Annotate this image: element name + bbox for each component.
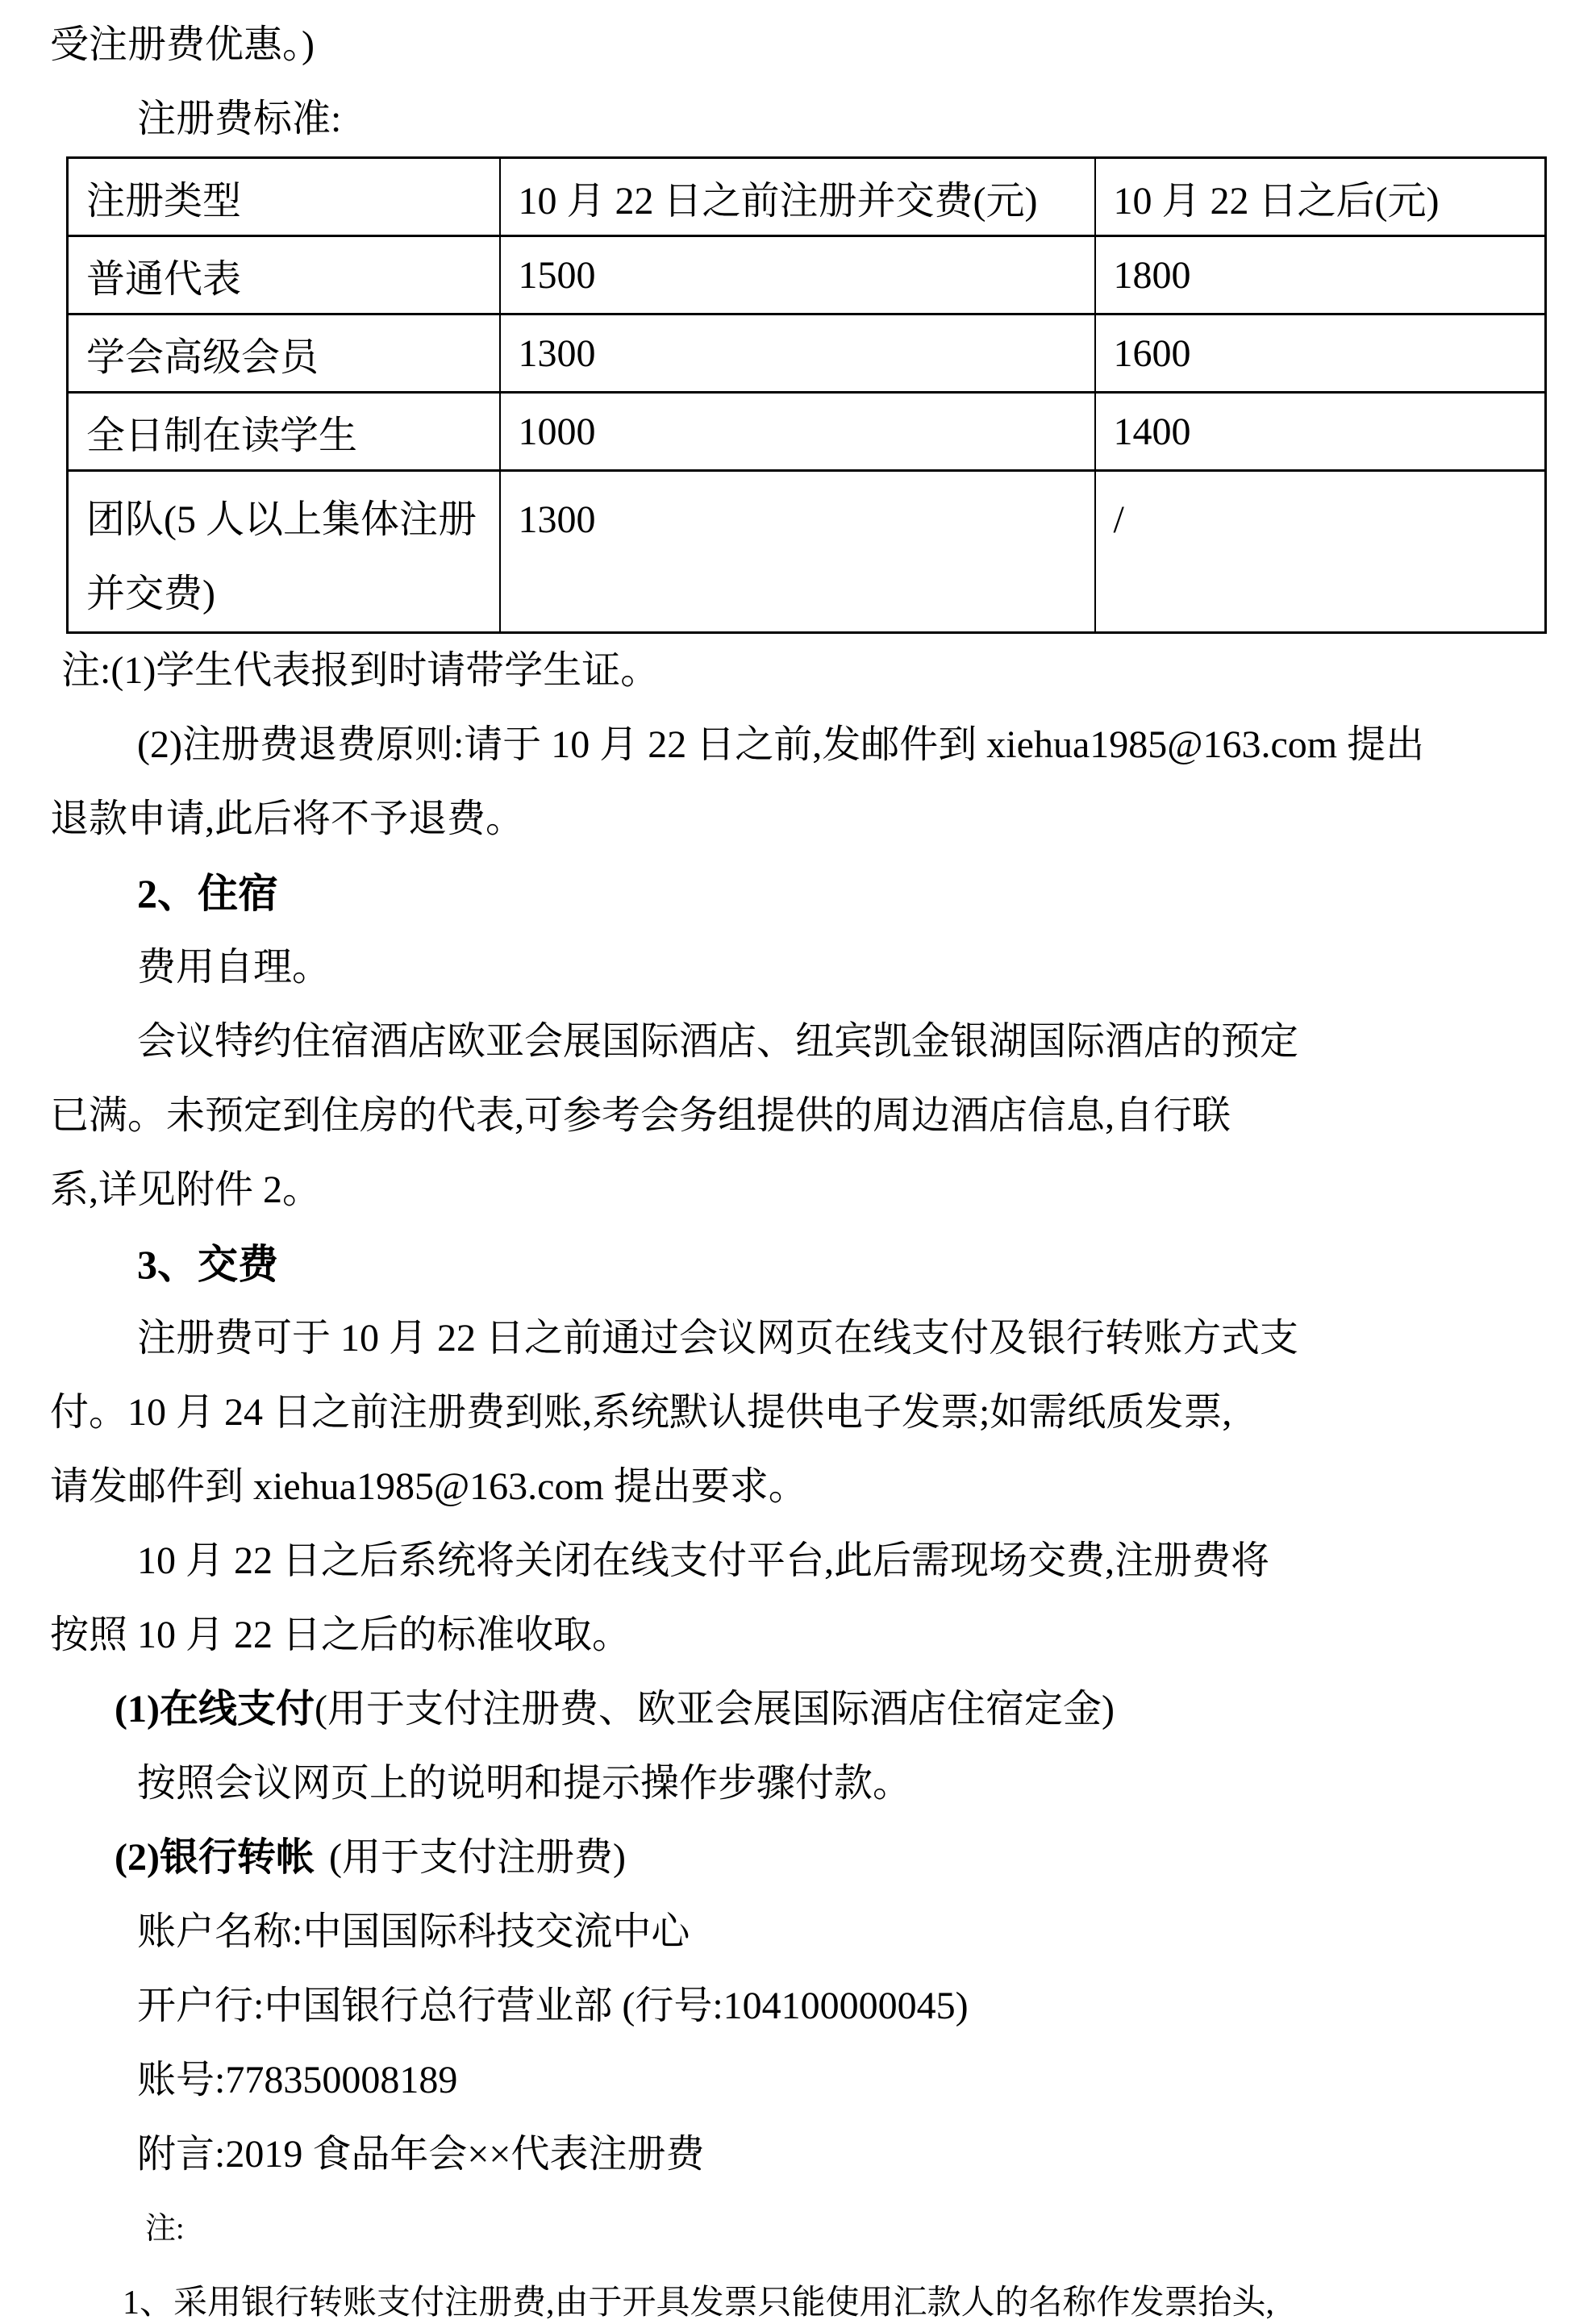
bank-transfer-heading	[50, 1821, 1544, 1895]
note-refund-line2: 退款申请,此后将不予退费。	[50, 798, 525, 840]
accommodation-hotels-line1: 会议特约住宿酒店欧亚会展国际酒店、纽宾凯金银湖国际酒店的预定	[137, 1020, 1299, 1063]
account-name: 账户名称:中国国际科技交流中心	[137, 1910, 690, 1953]
table-row	[68, 236, 1546, 314]
table-row	[68, 393, 1546, 471]
note-student-id: 注:(1)学生代表报到时请带学生证。	[61, 649, 660, 692]
account-number: 账号:778350008189	[137, 2059, 458, 2101]
cell-type: 团队(5 人以上集体注册并交费)	[68, 471, 500, 633]
header-cell-after-date: 10 月 22 日之后(元)	[1095, 158, 1546, 236]
bank-transfer-desc: (用于支付注册费)	[328, 1836, 626, 1879]
accommodation-hotels-line3: 系,详见附件 2。	[50, 1168, 322, 1211]
online-payment-instruction: 按照会议网页上的说明和提示操作步骤付款。	[137, 1762, 912, 1805]
accommodation-self-pay: 费用自理。	[137, 946, 331, 989]
cell-fee-before: 1500	[500, 236, 1095, 314]
cell-fee-after: 1400	[1095, 393, 1546, 471]
payment-heading: 3、交费	[137, 1242, 278, 1287]
bank-transfer-label: (2)银行转帐	[115, 1836, 315, 1879]
transfer-remark: 附言:2019 食品年会××代表注册费	[137, 2133, 705, 2176]
cell-fee-after: 1600	[1095, 314, 1546, 393]
header-cell-before-date: 10 月 22 日之前注册并交费(元)	[500, 158, 1095, 236]
note-refund-line1: (2)注册费退费原则:请于 10 月 22 日之前,发邮件到 xiehua1985@163.com 提出	[137, 723, 1425, 766]
table-row	[68, 314, 1546, 393]
accommodation-heading: 2、住宿	[137, 871, 278, 916]
payment-para2-line2: 按照 10 月 22 日之后的标准收取。	[50, 1614, 631, 1656]
bank-branch: 开户行:中国银行总行营业部 (行号:104100000045)	[137, 1985, 969, 2027]
payment-para2-line1: 10 月 22 日之后系统将关闭在线支付平台,此后需现场交费,注册费将	[137, 1539, 1270, 1582]
fee-table-header-row	[68, 158, 1546, 236]
online-payment-heading	[50, 1672, 1544, 1747]
header-cell-registration-type: 注册类型	[68, 158, 500, 236]
payment-para1-line3: 请发邮件到 xiehua1985@163.com 提出要求。	[50, 1465, 807, 1508]
bottom-note-label: 注:	[145, 2212, 185, 2246]
cell-fee-before: 1000	[500, 393, 1095, 471]
cell-type: 普通代表	[68, 236, 500, 314]
payment-para1-line1: 注册费可于 10 月 22 日之前通过会议网页在线支付及银行转账方式支	[137, 1317, 1299, 1360]
table-row	[68, 471, 1546, 633]
cell-fee-before: 1300	[500, 471, 1095, 633]
bottom-note-item1: 1、采用银行转账支付注册费,由于开具发票只能使用汇款人的名称作发票抬头,	[123, 2284, 1275, 2322]
online-payment-label: (1)在线支付	[115, 1688, 315, 1731]
accommodation-hotels-line2: 已满。未预定到住房的代表,可参考会务组提供的周边酒店信息,自行联	[50, 1094, 1231, 1137]
online-payment-desc: (用于支付注册费、欧亚会展国际酒店住宿定金)	[314, 1688, 1115, 1731]
intro-line: 受注册费优惠。)	[50, 23, 315, 66]
cell-fee-after: 1800	[1095, 236, 1546, 314]
cell-type: 学会高级会员	[68, 314, 500, 393]
cell-type: 全日制在读学生	[68, 393, 500, 471]
cell-fee-before: 1300	[500, 314, 1095, 393]
fee-table-caption: 注册费标准:	[137, 98, 342, 140]
cell-fee-after: /	[1095, 471, 1546, 633]
fee-table	[66, 156, 1547, 634]
payment-para1-line2: 付。10 月 24 日之前注册费到账,系统默认提供电子发票;如需纸质发票,	[50, 1391, 1232, 1434]
